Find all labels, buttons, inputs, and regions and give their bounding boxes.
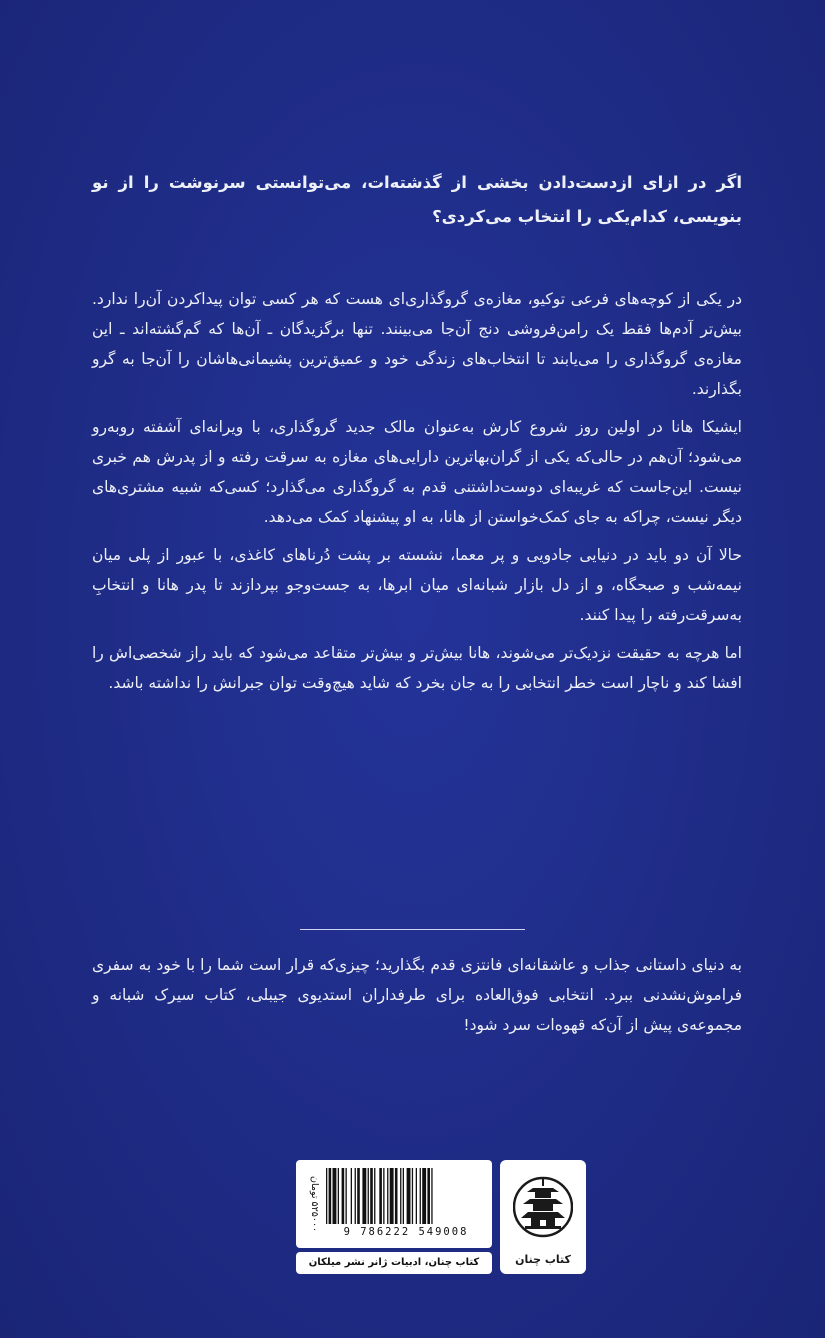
barcode-bar — [374, 1168, 375, 1224]
barcode-bar — [346, 1168, 347, 1224]
barcode-bar — [431, 1168, 432, 1224]
barcode — [324, 1168, 486, 1224]
isbn-barcode — [296, 1160, 492, 1248]
barcode-bar — [351, 1168, 352, 1224]
barcode-bar — [338, 1168, 339, 1224]
barcode-bar — [342, 1168, 345, 1224]
synopsis — [92, 284, 742, 706]
barcode-bar — [355, 1168, 356, 1224]
barcode-bar — [427, 1168, 430, 1224]
synopsis-paragraph-3: حالا آن دو باید در دنیایی جادویی و پر معما، نشسته بر پشت دُرناهای کاغذی، با عبور از پلی میان نیمه‌شب و صبحگاه، و از دل بازار شبانه‌ای میان ابرها، به جست‌وجو بپردازند تا پدر هانا و انتخابِ به‌سرقت‌رفته را پیدا کنند. — [92, 546, 742, 624]
barcode-bar — [368, 1168, 369, 1224]
promo-text: به دنیای داستانی جذاب و عاشقانه‌ای فانتزی قدم بگذارید؛ چیزی‌که قرار است شما را با خود به سفری فراموش‌نشدنی ببرد. انتخابی فوق‌العاده برای طرفداران استدیوی جیبلی، کتاب سیرک شبانه و مجموعه‌ی پیش از آن‌که قهوه‌ات سرد شود! — [92, 956, 742, 1034]
barcode-bar — [362, 1168, 366, 1224]
publisher-logo — [500, 1160, 586, 1274]
synopsis-paragraph-4: اما هرچه به حقیقت نزدیک‌تر می‌شوند، هانا بیش‌تر و بیش‌تر متقاعد می‌شود که باید راز شخصی‌اش را افشا کند و ناچار است خطر انتخابی را به جان بخرد که شاید هیچ‌وقت توان جبرانش را نداشته باشد. — [92, 644, 742, 692]
isbn-number: 9 786222 549008 — [343, 1226, 469, 1238]
publisher-line: کتاب چنان، ادبیات ژانر نشر میلکان — [296, 1252, 492, 1274]
barcode-bar — [422, 1168, 426, 1224]
barcode-bar — [383, 1168, 384, 1224]
barcode-bar — [420, 1168, 421, 1224]
synopsis-paragraph-2: ایشیکا هانا در اولین روز شروع کارش به‌عنوان مالک جدید گروگذاری، با ویرانه‌ای آشفته روبه‌رو می‌شود؛ آن‌هم در حالی‌که یکی از گران‌بهاترین دارایی‌های مغازه به سرقت رفته و از پدرش هم خبری نیست. این‌جاست که غریبه‌ای دوست‌داشتنی قدم به گروگذاری می‌گذارد؛ کسی‌که شبیه مشتری‌های دیگر نیست، چراکه به جای کمک‌خواستن از هانا، به او پیشنهاد کمک می‌دهد. — [92, 418, 742, 526]
cover-question: اگر در ازای ازدست‌دادن بخشی از گذشته‌ات، می‌توانستی سرنوشت را از نو بنویسی، کدام‌یکی را انتخاب می‌کردی؟ — [92, 173, 742, 226]
section-divider — [300, 929, 525, 930]
barcode-bar — [395, 1168, 398, 1224]
synopsis-paragraph-1: در یکی از کوچه‌های فرعی توکیو، مغازه‌ی گروگذاری‌ای هست که هر کسی توان پیداکردن آن‌را ندارد. بیش‌تر آدم‌ها فقط یک رامن‌فروشی دنج آن‌جا می‌بینند. تنها برگزیدگان ـ آن‌ها که گم‌گشته‌اند ـ این مغازه‌ی گروگذاری را می‌یابند تا انتخاب‌های زندگی خود و عمیق‌ترین پشیمانی‌هاشان را آن‌جا به گرو بگذارند. — [92, 290, 742, 398]
barcode-bar — [407, 1168, 411, 1224]
barcode-bar — [370, 1168, 373, 1224]
barcode-bar — [357, 1168, 360, 1224]
pagoda-icon — [513, 1168, 573, 1246]
barcode-bar — [403, 1168, 404, 1224]
barcode-bar — [400, 1168, 401, 1224]
barcode-bar — [416, 1168, 417, 1224]
barcode-bar — [329, 1168, 332, 1224]
barcode-bar — [387, 1168, 388, 1224]
price-label: ۵۲۵۰۰۰ تومان — [309, 1175, 320, 1233]
barcode-bar — [326, 1168, 327, 1224]
barcode-bar — [390, 1168, 394, 1224]
publisher-logo-label: کتاب چنان — [515, 1253, 571, 1266]
barcode-bar — [412, 1168, 413, 1224]
barcode-bar — [333, 1168, 337, 1224]
barcode-bar — [379, 1168, 382, 1224]
